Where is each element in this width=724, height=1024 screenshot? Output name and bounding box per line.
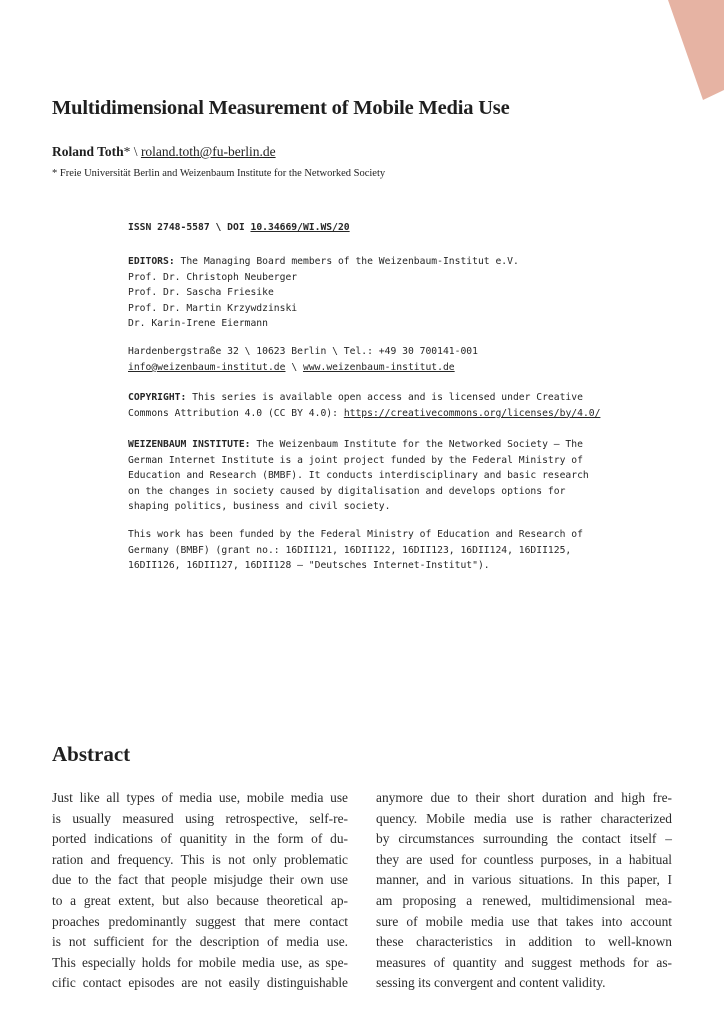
editors-label: EDITORS: xyxy=(128,256,175,267)
address-line: Hardenbergstraße 32 \ 10623 Berlin \ Tel.: +49 30 700141-001 xyxy=(128,346,478,357)
institute-text-line: shaping politics, business and civil society. xyxy=(128,501,391,513)
editor-name: Prof. Dr. Christoph Neuberger xyxy=(128,271,298,283)
institute-block xyxy=(128,437,688,515)
funding-text-line: 16DII126, 16DII127, 16DII128 – "Deutsches Internet-Institut"). xyxy=(128,560,490,572)
abstract-line: is not sufficient for the description of media use. xyxy=(52,934,348,950)
abstract-line: anymore due to their short duration and high fre- xyxy=(376,790,672,805)
abstract-line: quency. Mobile media use is rather characterized xyxy=(376,810,672,826)
editors-line: The Managing Board members of the Weizenbaum-Institut e.V. xyxy=(174,256,519,267)
institute-text: The Weizenbaum Institute for the Networked Society – The xyxy=(250,439,583,450)
abstract-line: due to the fact that people misjudge their own use xyxy=(52,872,348,888)
institute-text-line: German Internet Institute is a joint project funded by the Federal Ministry of xyxy=(128,454,583,466)
copyright-text-2: Commons Attribution 4.0 (CC BY 4.0): xyxy=(128,407,344,419)
abstract-column-right xyxy=(376,788,672,994)
editor-name: Prof. Dr. Sascha Friesike xyxy=(128,287,274,299)
funding-text-line: Germany (BMBF) (grant no.: 16DII121, 16DII122, 16DII123, 16DII124, 16DII125, xyxy=(128,544,572,556)
author-email-link[interactable]: roland.toth@fu-berlin.de xyxy=(140,144,276,159)
institute-website-link[interactable]: www.weizenbaum-institut.de xyxy=(302,361,455,373)
copyright-block xyxy=(128,390,688,421)
abstract-line: manner, and in various situations. In this paper, I xyxy=(376,872,672,888)
funding-text-line: This work has been funded by the Federal Ministry of Education and Research of xyxy=(128,529,583,540)
abstract-line: ported indications of quanitity in the form of du- xyxy=(52,831,348,847)
author-name: Roland Toth xyxy=(52,144,124,159)
editor-name: Prof. Dr. Martin Krzywdzinski xyxy=(128,302,298,314)
abstract-line: is usually measured using retrospective, self-re- xyxy=(52,810,348,826)
abstract-line: to a great extent, but also because theoretical ap- xyxy=(52,892,348,908)
editors-block xyxy=(128,254,688,332)
abstract-line: Just like all types of media use, mobile media use xyxy=(52,790,348,805)
copyright-label: COPYRIGHT: xyxy=(128,392,187,403)
abstract-line: by circumstances surrounding the contact itself – xyxy=(376,831,672,847)
issn-doi-block xyxy=(128,220,688,236)
abstract-heading: Abstract xyxy=(52,742,131,766)
editor-name: Dr. Karin-Irene Eiermann xyxy=(128,318,268,330)
institute-text-line: on the changes in society caused by digitalisation and develops options for xyxy=(128,485,566,497)
institute-email-link[interactable]: info@weizenbaum-institut.de xyxy=(128,361,286,373)
abstract-column-left xyxy=(52,788,348,994)
paper-title: Multidimensional Measurement of Mobile Media Use xyxy=(52,97,510,119)
abstract-line: they are used for countless purposes, in a habitual xyxy=(376,851,672,867)
author-separator: \ xyxy=(133,144,138,159)
institute-text-line: Education and Research (BMBF). It conducts interdisciplinary and basic research xyxy=(128,470,589,482)
abstract-line: am proposing a renewed, multidimensional mea- xyxy=(376,892,672,908)
funding-block xyxy=(128,527,688,574)
abstract-line: sure of mobile media use that takes into account xyxy=(376,913,672,929)
abstract-line: measures of quantity and suggest methods for as- xyxy=(376,954,672,970)
issn-text: ISSN 2748-5587 \ DOI xyxy=(128,222,251,233)
author-line xyxy=(52,144,276,160)
doi-link[interactable]: 10.34669/WI.WS/20 xyxy=(250,222,350,233)
abstract-line: This especially holds for mobile media use, as spe- xyxy=(52,954,348,970)
abstract-line: sessing its convergent and content validity. xyxy=(376,975,606,991)
address-separator: \ xyxy=(285,361,303,373)
address-block xyxy=(128,344,688,375)
copyright-text: This series is available open access and is licensed under Creative xyxy=(186,392,583,403)
abstract-line: these characteristics in addition to well-known xyxy=(376,934,672,950)
abstract-line: proaches predominantly suggest that mere contact xyxy=(52,913,348,929)
abstract-line: cific contact episodes are not easily distinguishable xyxy=(52,975,348,991)
institute-label: WEIZENBAUM INSTITUTE: xyxy=(128,439,251,450)
abstract-line: ration and frequency. This is not only problematic xyxy=(52,851,348,867)
author-marker: * xyxy=(123,144,131,159)
author-affiliation: * Freie Universität Berlin and Weizenbaum Institute for the Networked Society xyxy=(52,168,386,179)
corner-accent-shape xyxy=(668,0,724,100)
license-link[interactable]: https://creativecommons.org/licenses/by/4.0/ xyxy=(343,407,601,419)
